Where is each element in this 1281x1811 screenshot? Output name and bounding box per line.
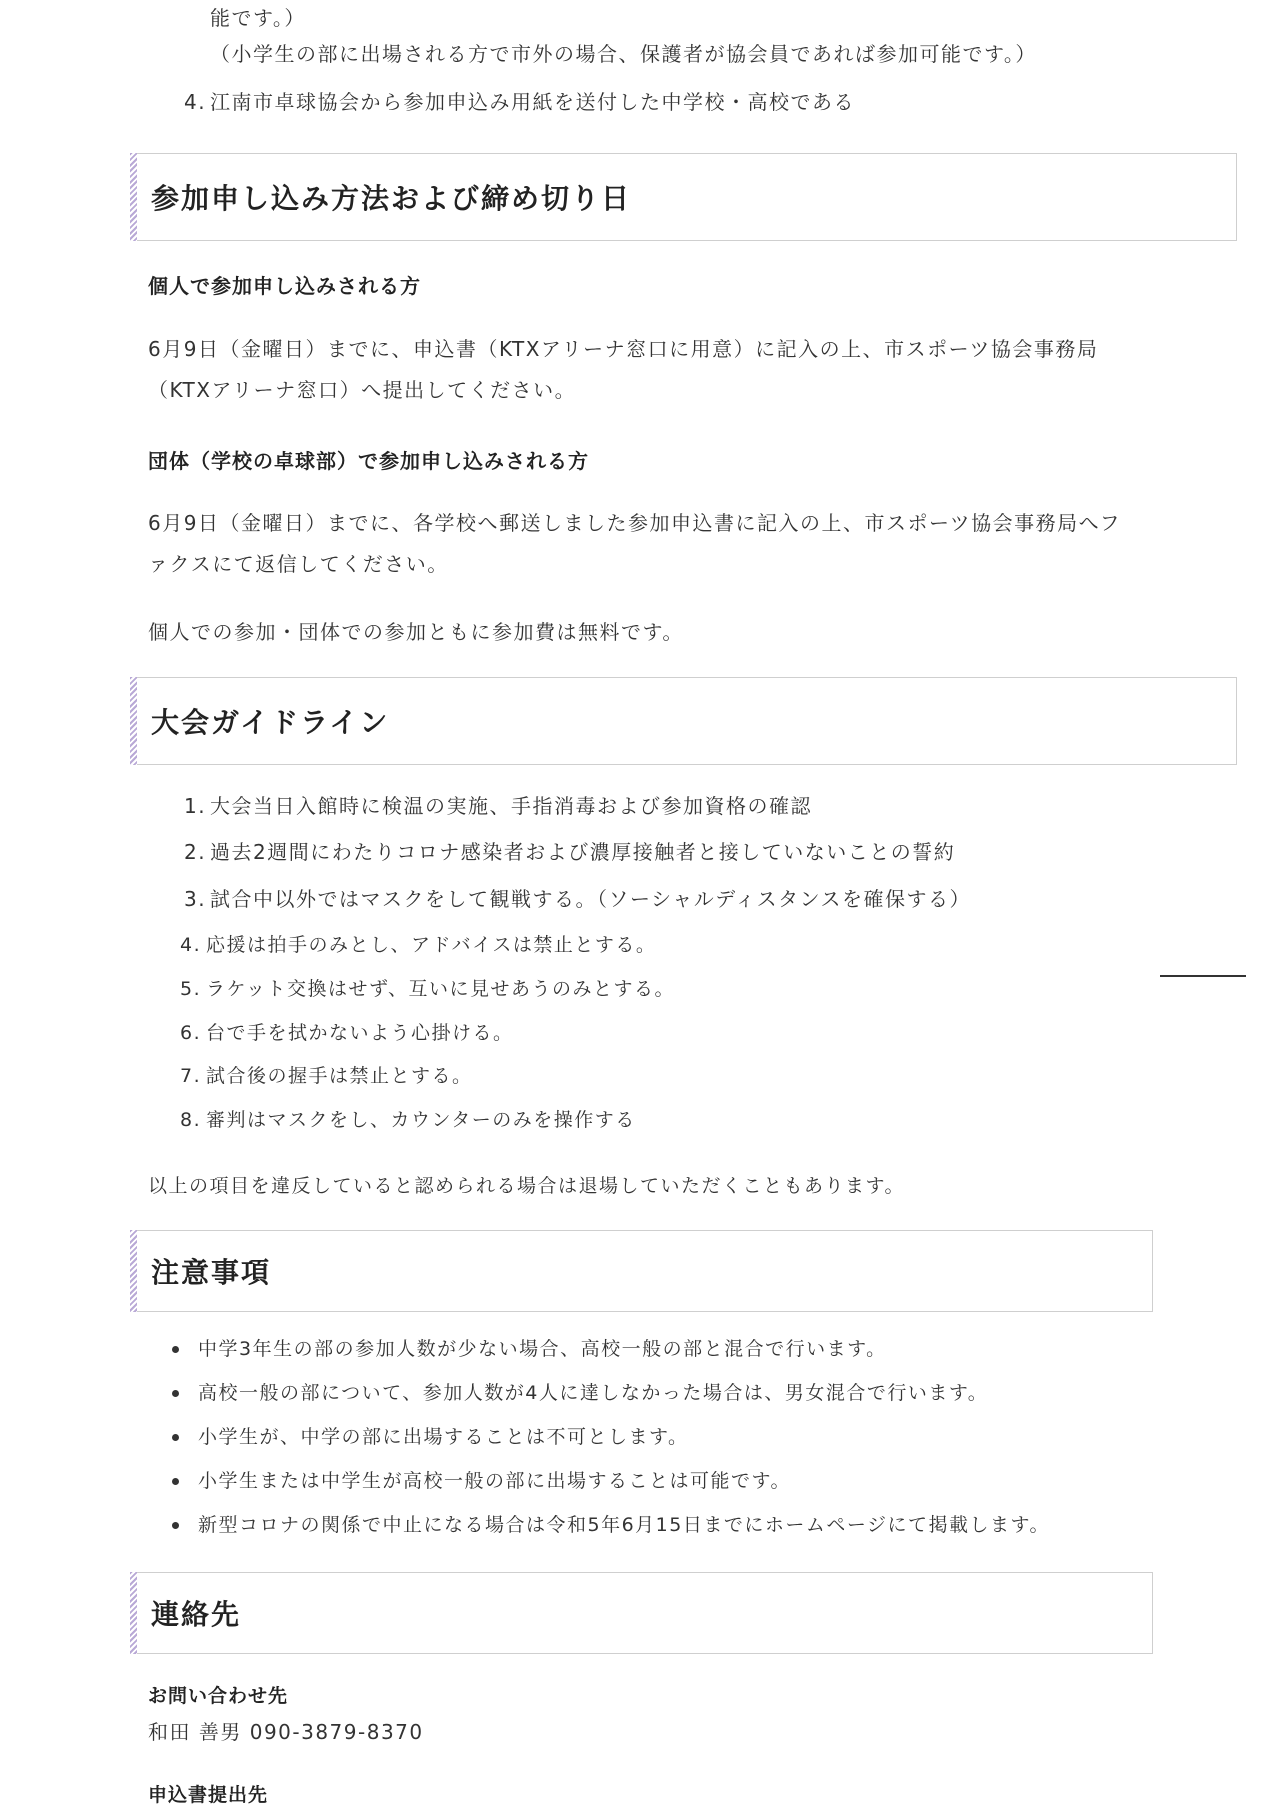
heading-stripe (130, 677, 137, 765)
list-number: 8. (180, 1109, 202, 1131)
heading-title: 注意事項 (151, 1256, 272, 1289)
heading-stripe (130, 1572, 137, 1654)
heading-stripe (130, 153, 137, 241)
list-number: 3. (184, 887, 207, 911)
heading-stripe (130, 1230, 137, 1312)
section-heading-application (130, 153, 1237, 241)
note-item: 中学3年生の部の参加人数が少ない場合、高校一般の部と混合で行います。 (198, 1338, 887, 1360)
bullet-icon (172, 1522, 179, 1529)
top-list-item-4 (184, 88, 855, 116)
submit-title: 申込書提出先 (148, 1784, 269, 1806)
note-item: 小学生または中学生が高校一般の部に出場することは可能です。 (198, 1470, 791, 1492)
list-number: 7. (180, 1065, 202, 1087)
guideline-item (180, 1107, 636, 1133)
list-number: 4. (180, 934, 202, 956)
list-text: 試合後の握手は禁止とする。 (206, 1065, 473, 1087)
list-number: 4. (184, 90, 207, 114)
guideline-item (184, 838, 955, 866)
bullet-icon (172, 1390, 179, 1397)
list-text: 台で手を拭かないよう心掛ける。 (206, 1022, 514, 1044)
list-number: 5. (180, 978, 202, 1000)
guidelines-footer: 以上の項目を違反していると認められる場合は退場していただくこともあります。 (148, 1175, 905, 1197)
list-number: 2. (184, 840, 207, 864)
bullet-icon (172, 1478, 179, 1485)
list-number: 6. (180, 1022, 202, 1044)
group-title: 団体（学校の卓球部）で参加申し込みされる方 (148, 449, 589, 473)
list-text: ラケット交換はせず、互いに見せあうのみとする。 (206, 978, 676, 1000)
guideline-item (180, 1020, 514, 1046)
guideline-item (180, 932, 656, 958)
list-text: 大会当日入館時に検温の実施、手指消毒および参加資格の確認 (210, 794, 812, 818)
heading-title: 大会ガイドライン (151, 706, 390, 739)
guideline-item (184, 885, 971, 913)
guideline-item (184, 792, 812, 820)
group-line1: 6月9日（金曜日）までに、各学校へ郵送しました参加申込書に記入の上、市スポーツ協会事務局へフ (148, 511, 1122, 535)
individual-line2: （KTXアリーナ窓口）へ提出してください。 (148, 378, 577, 402)
note-item: 小学生が、中学の部に出場することは不可とします。 (198, 1426, 689, 1448)
section-heading-guidelines (130, 677, 1237, 765)
guideline-item (180, 1063, 473, 1089)
top-text-line2: （小学生の部に出場される方で市外の場合、保護者が協会員であれば参加可能です。） (210, 42, 1037, 66)
list-text: 試合中以外ではマスクをして観戦する。（ソーシャルディスタンスを確保する） (210, 887, 971, 911)
fee-note: 個人での参加・団体での参加ともに参加費は無料です。 (148, 620, 684, 644)
section-heading-contact (130, 1572, 1153, 1654)
bullet-icon (172, 1346, 179, 1353)
bullet-icon (172, 1434, 179, 1441)
inquiry-title: お問い合わせ先 (148, 1685, 289, 1707)
section-heading-notes (130, 1230, 1153, 1312)
group-line2: ァクスにて返信してください。 (148, 552, 449, 576)
list-text: 審判はマスクをし、カウンターのみを操作する (206, 1109, 636, 1131)
note-item: 新型コロナの関係で中止になる場合は令和5年6月15日までにホームページにて掲載します。 (198, 1514, 1050, 1536)
top-text-line1: 能です。） (210, 6, 306, 30)
individual-title: 個人で参加申し込みされる方 (148, 274, 421, 298)
list-text: 江南市卓球協会から参加申込み用紙を送付した中学校・高校である (210, 90, 855, 114)
list-number: 1. (184, 794, 207, 818)
guideline-item (180, 976, 675, 1002)
heading-title: 参加申し込み方法および締め切り日 (151, 182, 632, 215)
list-text: 過去2週間にわたりコロナ感染者および濃厚接触者と接していないことの誓約 (210, 840, 956, 864)
divider (1160, 975, 1246, 977)
list-text: 応援は拍手のみとし、アドバイスは禁止とする。 (206, 934, 657, 956)
heading-title: 連絡先 (151, 1598, 242, 1631)
individual-line1: 6月9日（金曜日）までに、申込書（KTXアリーナ窓口に用意）に記入の上、市スポーツ協会事務局 (148, 337, 1099, 361)
note-item: 高校一般の部について、参加人数が4人に達しなかった場合は、男女混合で行います。 (198, 1382, 989, 1404)
inquiry-value: 和田 善男 090-3879-8370 (148, 1720, 424, 1744)
